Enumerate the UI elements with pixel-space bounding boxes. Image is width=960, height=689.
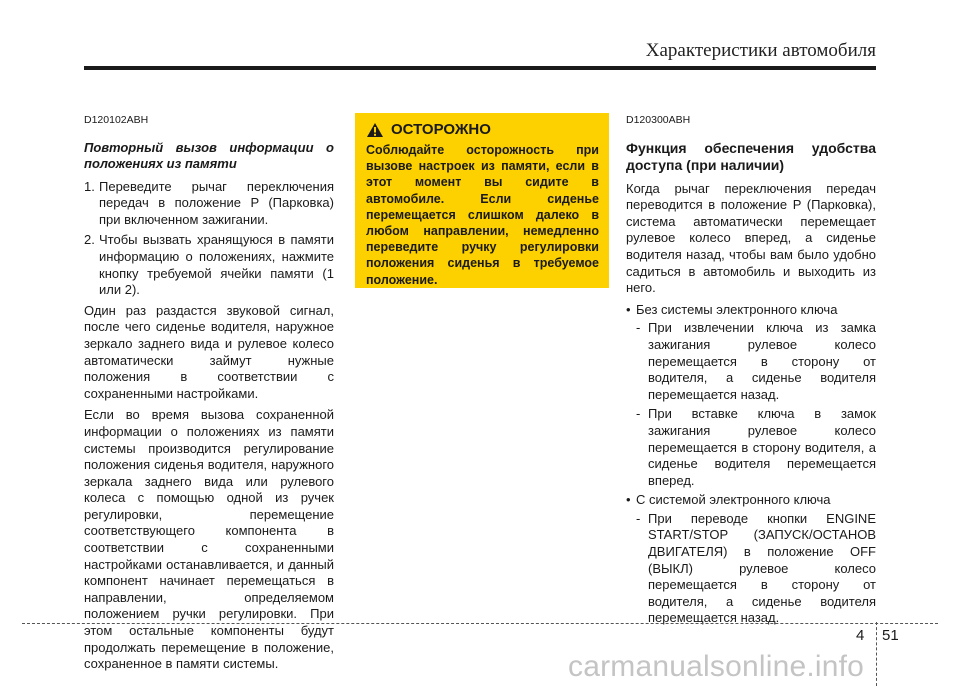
- right-column: [626, 112, 876, 630]
- sub-item-text: При переводе кнопки ENGINE START/STOP (ЗАПУСК/ОСТАНОВ ДВИГАТЕЛЯ) в положение OFF (ВЫКЛ) рулевое колесо перемещается в сторону от водителя, а сиденье водителя перемещается назад.: [648, 510, 876, 626]
- sub-item-text: При извлечении ключа из замка зажигания рулевое колесо перемещается в сторону от водителя, а сиденье водителя перемещается назад.: [648, 320, 876, 402]
- numbered-step: [84, 232, 334, 298]
- bullet-icon: •: [626, 492, 631, 508]
- bullet-label: Без системы электронного ключа: [636, 301, 838, 317]
- watermark: carmanualsonline.info: [568, 650, 865, 683]
- dash-icon: -: [636, 510, 641, 526]
- step-text: Чтобы вызвать хранящуюся в памяти информацию о положениях, нажмите кнопку требуемой ячейки памяти (1 или 2).: [99, 232, 334, 298]
- sub-item: [636, 320, 876, 403]
- warning-header: [366, 121, 599, 138]
- bullet-item: [626, 302, 876, 319]
- step-number: 1.: [84, 178, 95, 194]
- footer-rule: [22, 623, 938, 624]
- numbered-step: [84, 179, 334, 229]
- section-code: D120300ABH: [626, 114, 691, 126]
- warning-box: [355, 113, 609, 288]
- intro-paragraph: Когда рычаг переключения передач переводится в положение P (Парковка), система автоматически перемещает рулевое колесо вперед, а сиденье водителя назад, чтобы вам было удобно садиться в автомобиль и выходить из него.: [626, 180, 876, 296]
- bullet-label: С системой электронного ключа: [636, 492, 831, 508]
- header-rule: [84, 66, 876, 70]
- sub-item: [636, 406, 876, 489]
- dash-icon: -: [636, 406, 641, 422]
- warning-text: Соблюдайте осторожность при вызове настроек из памяти, если в этот момент вы сидите в автомобиле. Если сиденье перемещается слишком далеко в любом направлении, немедленно переведите ручку регулировки положения сиденья в требуемое положение.: [366, 143, 599, 287]
- warning-triangle-icon: [366, 122, 391, 138]
- bullet-icon: •: [626, 301, 631, 317]
- dash-icon: -: [636, 320, 641, 336]
- step-text: Переведите рычаг переключения передач в положение P (Парковка) при включенном зажигании.: [99, 178, 334, 227]
- page-number: 51: [882, 627, 899, 644]
- section-subheading: Повторный вызов информации о положениях из памяти: [84, 139, 334, 171]
- section-heading: Функция обеспечения удобства доступа (при наличии): [626, 139, 876, 173]
- sub-item: [636, 511, 876, 627]
- header-title: Характеристики автомобиля: [645, 40, 876, 61]
- page-divider: [876, 622, 878, 686]
- paragraph: Если во время вызова сохраненной информации о положениях из памяти системы производится регулирование положения сиденья водителя, наружного зеркала заднего вида или рулевого колеса с помощью одной из ручек регулировки, перемещение соответствующего компонента в соответствии с сохраненными настройками останавливается, и данный компонент начинает перемещаться в направлении, определяемом положением ручки регулировки. При этом остальные компоненты будут продолжать перемещение в положение, сохраненное в памяти системы.: [84, 407, 334, 672]
- chapter-number: 4: [856, 627, 865, 644]
- paragraph: Один раз раздастся звуковой сигнал, после чего сиденье водителя, наружное зеркало заднего вида и рулевое колесо автоматически займут нужные положения в соответствии с сохраненными настройками.: [84, 302, 334, 401]
- bullet-item: [626, 492, 876, 509]
- warning-title: ОСТОРОЖНО: [391, 121, 491, 138]
- section-code: D120102ABH: [84, 114, 149, 126]
- sub-item-text: При вставке ключа в замок зажигания рулевое колесо перемещается в сторону водителя, а сиденье водителя перемещается вперед.: [648, 406, 876, 488]
- left-column: [84, 112, 334, 678]
- step-number: 2.: [84, 232, 95, 248]
